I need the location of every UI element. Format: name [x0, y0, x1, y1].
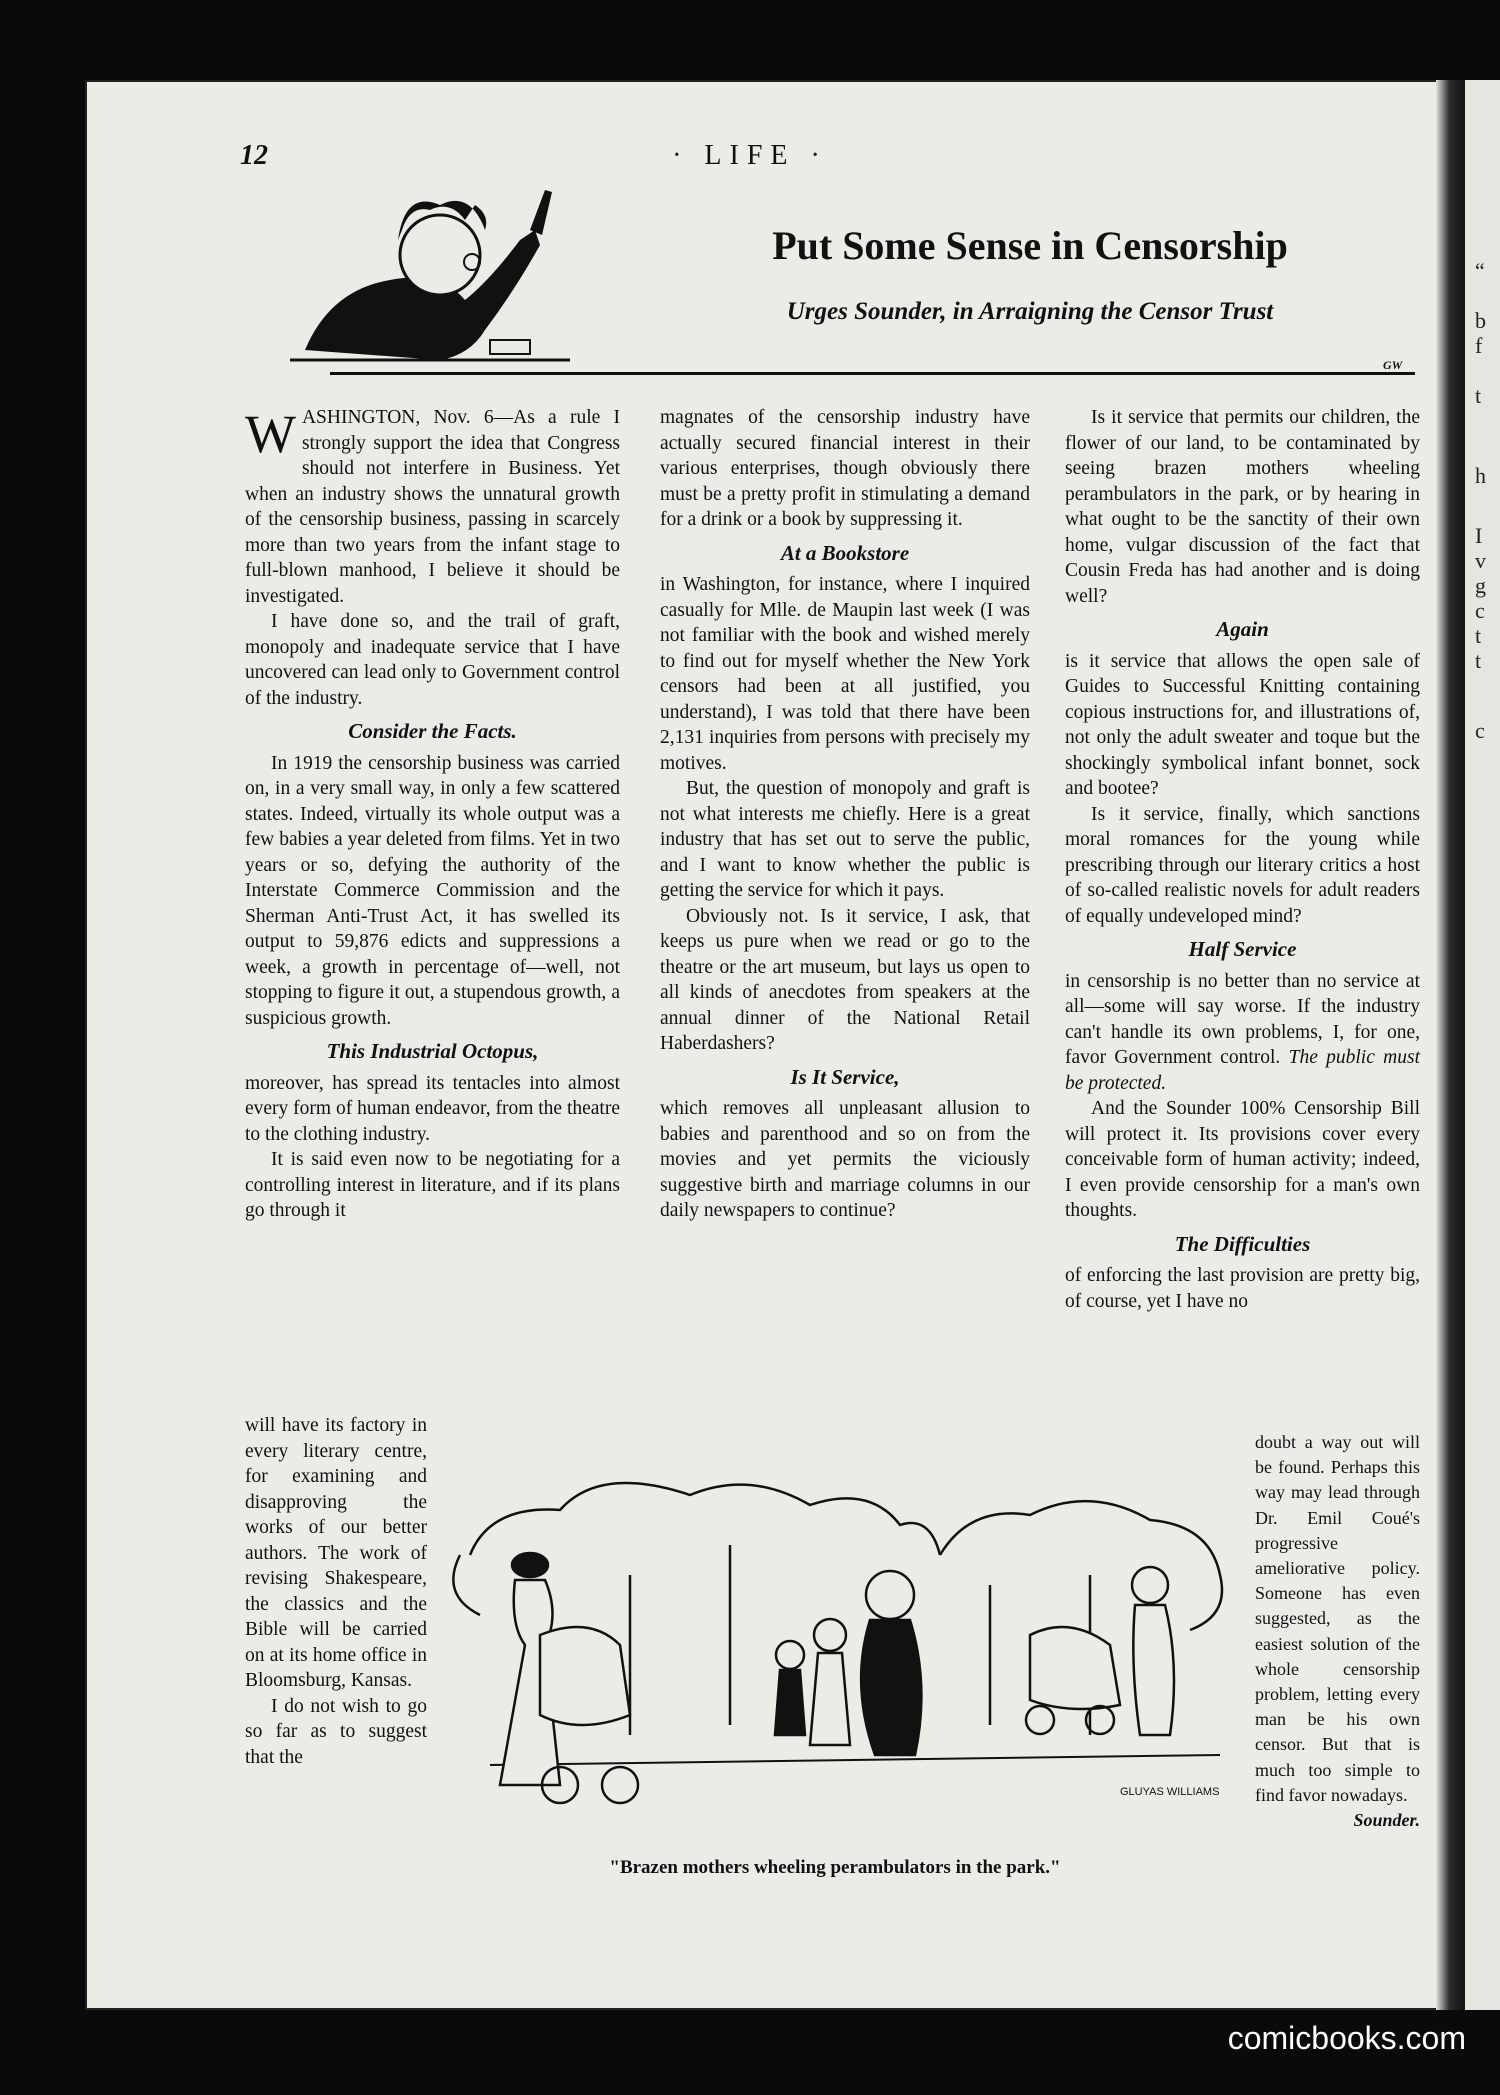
paragraph: And the Sounder 100% Censorship Bill will protect it. Its provisions cover every conceivable form of human activity; indeed, I even provide censorship for a man's own thoughts. [1065, 1098, 1420, 1221]
column-1 [245, 405, 620, 1224]
author-signature: Sounder. [1353, 1810, 1420, 1831]
park-scene-illustration [430, 1465, 1240, 1840]
paragraph: doubt a way out will be found. Perhaps this way may lead through Dr. Emil Coué's progressive ameliorative policy. Someone has even suggested, as the easiest solution of the whole censorship problem, letting every man be his own censor. But that is much too simple to find favor nowadays. [1255, 1432, 1420, 1805]
book-spine [1436, 80, 1466, 2010]
paragraph: which removes all unpleasant allusion to babies and parenthood and so on from the movies and yet permits the viciously suggestive birth and marriage columns in our daily newspapers to continue? [660, 1098, 1030, 1221]
paragraph: is it service that allows the open sale of Guides to Successful Knitting containing copious instructions for, and illustrations of, not only the adult sweater and toque but the shockingly symbolical infant bonnet, sock and bootee? [1065, 650, 1420, 799]
section-heading: At a Bookstore [780, 540, 910, 565]
watermark: comicbooks.com [1227, 2020, 1466, 2056]
paragraph: I have done so, and the trail of graft, monopoly and inadequate service that I have uncovered can lead only to Government control of the industry. [245, 611, 620, 709]
section-heading: Half Service [1188, 937, 1297, 961]
paragraph: magnates of the censorship industry have actually secured financial interest in their various enterprises, though obviously there must be a pretty profit in stimulating a demand for a drink or a book by suppressing it. [660, 407, 1030, 530]
article-title: Put Some Sense in Censorship [772, 223, 1288, 268]
article-subtitle: Urges Sounder, in Arraigning the Censor Trust [786, 298, 1274, 325]
paragraph: of enforcing the last provision are pretty big, of course, yet I have no [1065, 1265, 1420, 1312]
column-3 [1065, 405, 1420, 1314]
header-rule [330, 372, 1415, 375]
illustrator-signature: GW [1383, 358, 1403, 372]
paragraph: moreover, has spread its tentacles into almost every form of human endeavor, from the theatre to the clothing industry. [245, 1072, 620, 1145]
illustration-caption: "Brazen mothers wheeling perambulators in the park." [609, 1857, 1061, 1878]
section-heading: Consider the Facts. [348, 719, 517, 743]
paragraph: Is it service that permits our children, the flower of our land, to be contaminated by seeing brazen mothers wheeling perambulators in the park, or by hearing in what ought to be the sanctity of their own home, vulgar discussion of the fact that Cousin Freda has had another and is doing well? [1065, 407, 1420, 607]
paragraph: WASHINGTON, Nov. 6—As a rule I strongly support the idea that Congress should not interfere in Business. Yet when an industry shows the unnatural growth of the censorship business, passing in scarcely more than two years from the infant stage to full-blown manhood, I believe it should be investigated. [245, 404, 620, 607]
column-3-tail [1255, 1430, 1420, 1833]
paragraph: But, the question of monopoly and graft is not what interests me chiefly. Here is a great industry that has set out to serve the public, and I want to know whether the public is getting the service for which it pays. [660, 778, 1030, 901]
censor-caricature-illustration [290, 170, 580, 375]
paragraph: In 1919 the censorship business was carried on, in a very small way, in only a few scattered states. Indeed, virtually its whole output was a few babies a year deleted from films. Yet in two years or so, defying the authority of the Interstate Commerce Commission and the Sherman Anti-Trust Act, it has swelled its output to 59,876 edicts and suppressions a week, a growth in percentage of—well, not stopping to figure it out, a stupendous growth, a suspicious growth. [245, 752, 620, 1029]
page-number: 12 [240, 140, 268, 171]
paragraph: I do not wish to go so far as to suggest that the [245, 1695, 427, 1768]
section-heading: Is It Service, [790, 1064, 900, 1089]
adjacent-page [1465, 80, 1500, 2010]
artist-signature: GLUYAS WILLIAMS [1120, 1786, 1220, 1798]
paragraph: will have its factory in every literary centre, for examining and disapproving the works of our better authors. The work of revising Shakespeare, the classics and the Bible will be carried on at its home office in Bloomsburg, Kansas. [245, 1415, 427, 1691]
column-2 [660, 405, 1030, 1224]
paragraph: It is said even now to be negotiating for a controlling interest in literature, and if its plans go through it [245, 1149, 620, 1221]
column-1-tail [245, 1413, 427, 1770]
paragraph: Obviously not. Is it service, I ask, that keeps us pure when we read or go to the theatre or the art museum, but lays us open to all kinds of anecdotes from speakers at the annual dinner of the National Retail Haberdashers? [660, 905, 1030, 1054]
section-heading: Again [1216, 617, 1269, 641]
paragraph: in censorship is no better than no service at all—some will say worse. If the industry can't handle its own problems, I, for one, favor Government control. The public must be protected. [1065, 970, 1420, 1094]
section-heading: The Difficulties [1174, 1231, 1311, 1256]
drop-cap: W [245, 404, 296, 464]
paragraph: Is it service, finally, which sanctions moral romances for the young while prescribing through our literary critics a host of so-called realistic novels for adult readers of equally undeveloped mind? [1065, 803, 1420, 927]
section-heading: This Industrial Octopus, [326, 1039, 539, 1063]
running-head: · LIFE · [672, 140, 828, 171]
paragraph: in Washington, for instance, where I inquired casually for Mlle. de Maupin last week (I was not familiar with the book and wished merely to find out for myself whether the New York censors had been at all justified, you understand), I was told that there have been 2,131 inquiries from persons with precisely my motives. [660, 574, 1030, 774]
